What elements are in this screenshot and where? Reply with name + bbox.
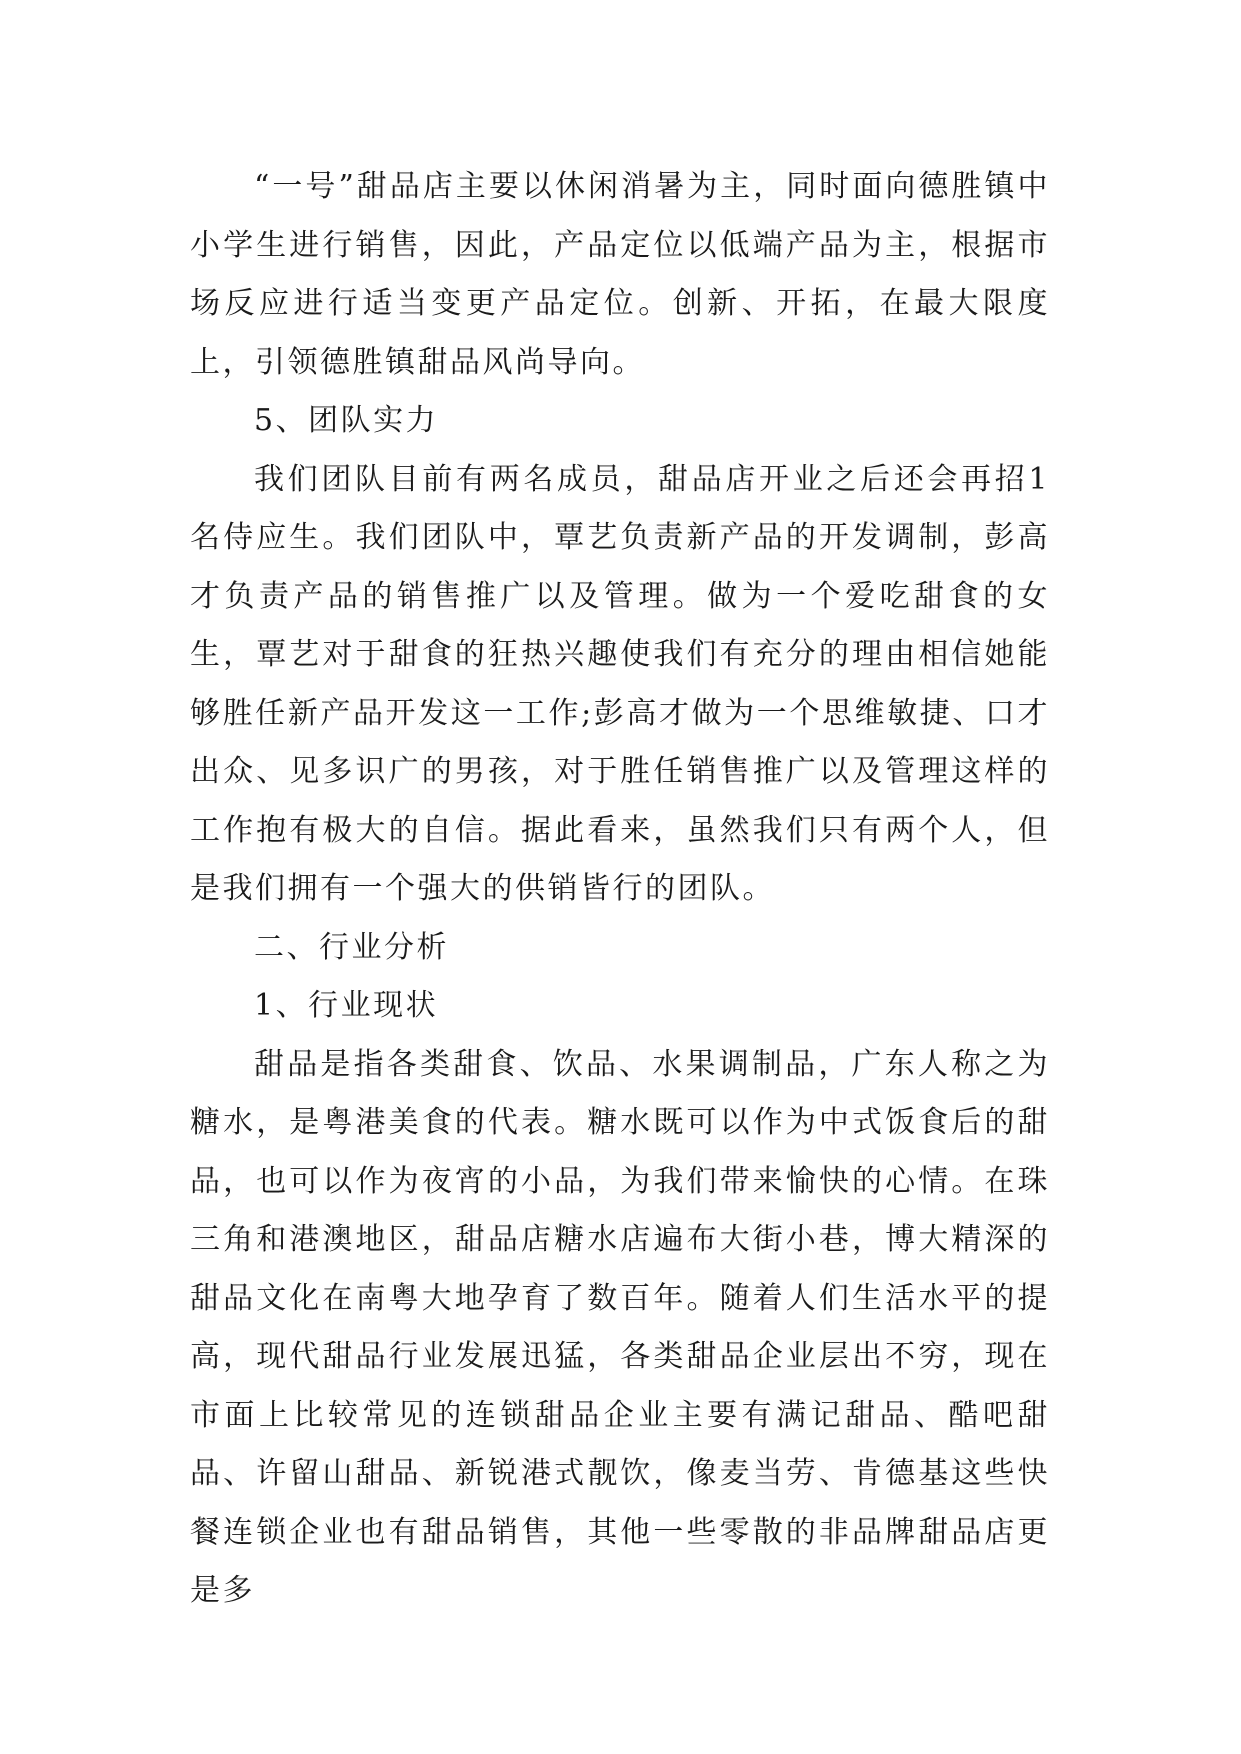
heading-industry-status: 1、行业现状	[254, 988, 439, 1023]
paragraph-industry-status: 甜品是指各类甜食、饮品、水果调制品，广东人称之为糖水，是粤港美食的代表。糖水既可以作为中式饭食后的甜品，也可以作为夜宵的小品，为我们带来愉快的心情。在珠三角和港澳地区，甜品店糖水店遍布大街小巷，博大精深的甜品文化在南粤大地孕育了数百年。随着人们生活水平的提高，现代甜品行业发展迅猛，各类甜品企业层出不穷，现在市面上比较常见的连锁甜品企业主要有满记甜品、酷吧甜品、许留山甜品、新锐港式靓饮，像麦当劳、肯德基这些快餐连锁企业也有甜品销售，其他一些零散的非品牌甜品店更是多	[190, 1046, 1050, 1608]
paragraph-product-positioning: “一号”甜品店主要以休闲消暑为主，同时面向德胜镇中小学生进行销售，因此，产品定位以低端产品为主，根据市场反应进行适当变更产品定位。创新、开拓，在最大限度上，引领德胜镇甜品风尚导向。	[190, 169, 1050, 380]
document-body	[190, 158, 1050, 1621]
heading-team-strength: 5、团队实力	[254, 403, 439, 438]
paragraph-team-description: 我们团队目前有两名成员，甜品店开业之后还会再招1名侍应生。我们团队中，覃艺负责新产品的开发调制，彭高才负责产品的销售推广以及管理。做为一个爱吃甜食的女生，覃艺对于甜食的狂热兴趣使我们有充分的理由相信她能够胜任新产品开发这一工作;彭高才做为一个思维敏捷、口才出众、见多识广的男孩，对于胜任销售推广以及管理这样的工作抱有极大的自信。据此看来，虽然我们只有两个人，但是我们拥有一个强大的供销皆行的团队。	[190, 461, 1050, 906]
heading-industry-analysis: 二、行业分析	[254, 929, 449, 965]
